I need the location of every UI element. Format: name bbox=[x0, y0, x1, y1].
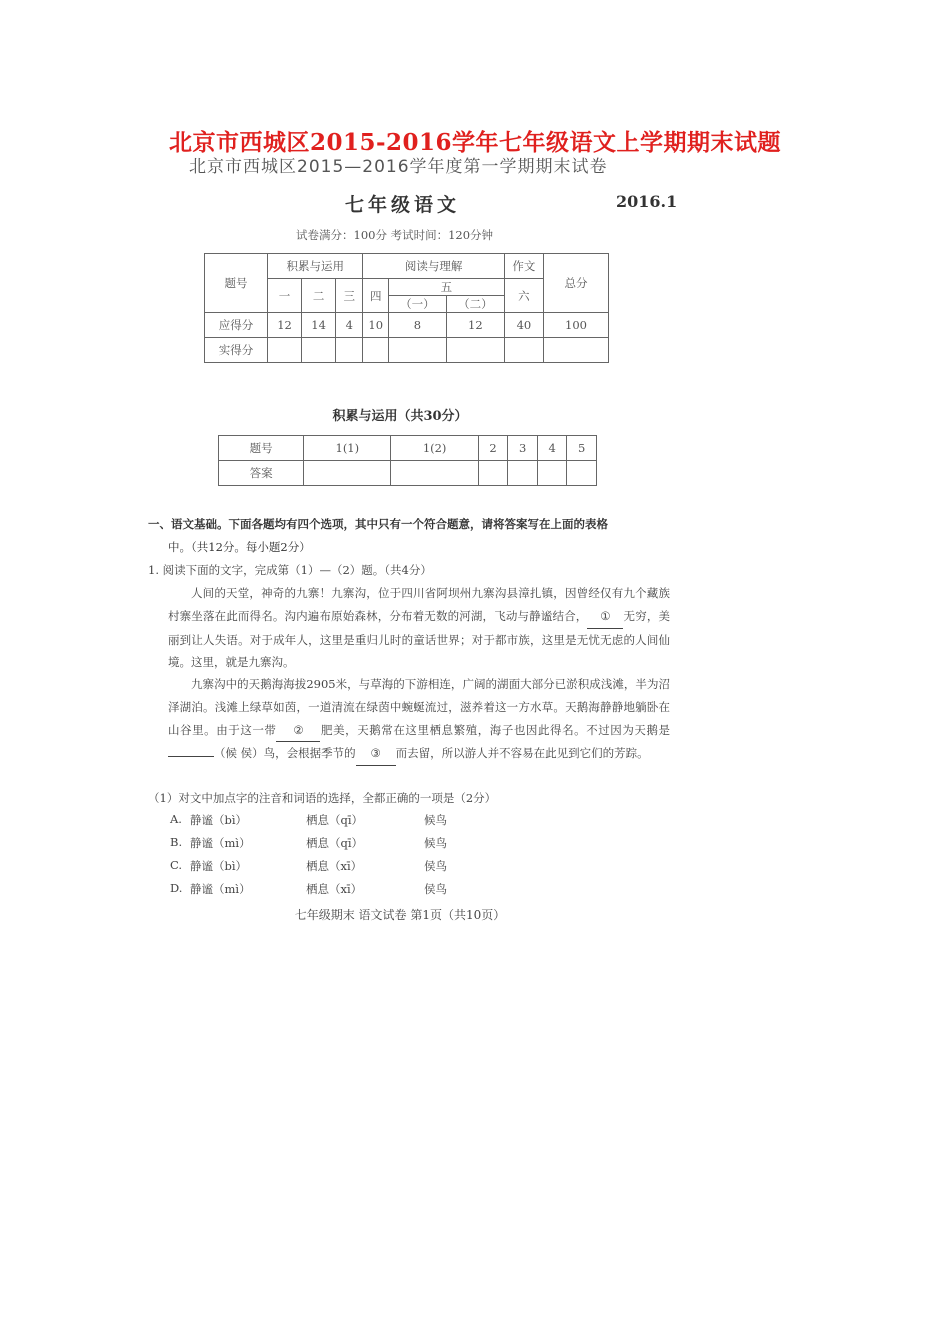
score-sub-1: 一 bbox=[268, 279, 302, 313]
score-empty-cell bbox=[268, 338, 302, 363]
passage2-text-a: 九寨沟中的天鹅海海拔2905米，与草海的下游相连，广阔的湖面大部分已淤积成浅滩，半为沼泽湖泊。浅滩上绿草如茵，一道清流在绿茵中蜿蜒流过，滋养着这一方水草。天鹅海静静地躺卧在山谷里。由于这一带 bbox=[168, 677, 670, 737]
option-d-word2: 栖息（xī） bbox=[306, 882, 363, 896]
score-table bbox=[204, 253, 609, 363]
option-a-word3: 候鸟 bbox=[424, 813, 447, 827]
score-cell: 14 bbox=[302, 313, 336, 338]
option-b-letter: B. bbox=[170, 835, 183, 849]
passage2-text-d: 而去留，所以游人并不容易在此见到它们的芳踪。 bbox=[395, 746, 649, 761]
answer-header: 4 bbox=[537, 436, 567, 461]
answer-header: 题号 bbox=[219, 436, 304, 461]
passage-paragraph-1 bbox=[168, 582, 670, 674]
answer-cell bbox=[478, 461, 508, 486]
answer-cell bbox=[391, 461, 478, 486]
passage1-text-b: 无穷，美丽到让人失语。对于成年人，这里是重归儿时的童话世界；对于都市族，这里是无忧无虑的人间仙境。这里，就是九寨沟。 bbox=[168, 608, 671, 670]
grade-date: 2016.1 bbox=[616, 192, 678, 211]
passage1-text-a: 人间的天堂，神奇的九寨！九寨沟，位于四川省阿坝州九寨沟县漳扎镇，因曾经仅有九个藏族村寨坐落在此而得名。沟内遍布原始森林，分布着无数的河湖，飞动与静谧结合， bbox=[168, 586, 670, 623]
exam-info: 试卷满分：100分 考试时间：120分钟 bbox=[296, 228, 494, 242]
score-group-yuedu: 阅读与理解 bbox=[363, 254, 504, 279]
score-cell: 12 bbox=[268, 313, 302, 338]
score-group-jilei: 积累与运用 bbox=[268, 254, 363, 279]
section-title: 积累与运用（共30分） bbox=[332, 409, 468, 424]
score-sub-4: 四 bbox=[363, 279, 389, 313]
answer-cell bbox=[537, 461, 567, 486]
score-sub-5-2: （二） bbox=[446, 296, 504, 313]
score-empty-cell bbox=[302, 338, 336, 363]
score-empty-cell bbox=[446, 338, 504, 363]
question-intro-cont: 中。（共12分。每小题2分） bbox=[168, 539, 311, 554]
score-empty-cell bbox=[388, 338, 446, 363]
passage2-text-c: 鸟，会根据季节的 bbox=[263, 746, 356, 761]
score-empty-cell bbox=[336, 338, 363, 363]
option-a-letter: A. bbox=[170, 812, 182, 826]
answer-header: 3 bbox=[508, 436, 538, 461]
score-empty-cell bbox=[363, 338, 389, 363]
answer-header: 1(1) bbox=[304, 436, 391, 461]
score-sub-2: 二 bbox=[302, 279, 336, 313]
score-sub-3: 三 bbox=[336, 279, 363, 313]
option-b-word2: 栖息（qī） bbox=[306, 836, 364, 850]
option-d-word3: 侯鸟 bbox=[424, 882, 447, 896]
answer-table bbox=[218, 435, 597, 486]
score-group-zongfen: 总分 bbox=[544, 254, 609, 313]
page-footer: 七年级期末 语文试卷 第1页（共10页） bbox=[294, 908, 506, 922]
answer-row-label: 答案 bbox=[219, 461, 304, 486]
score-group-zuowen: 作文 bbox=[504, 254, 543, 279]
option-d-word1: 静谧（mì） bbox=[190, 882, 251, 896]
option-b-word1: 静谧（mì） bbox=[190, 836, 251, 850]
score-sub-5: 五 bbox=[388, 279, 504, 296]
answer-header: 1(2) bbox=[391, 436, 478, 461]
answer-cell bbox=[567, 461, 597, 486]
question-1-prompt: 1. 阅读下面的文字，完成第（1）—（2）题。（共4分） bbox=[148, 563, 432, 577]
score-row-label: 应得分 bbox=[205, 313, 268, 338]
answer-header: 2 bbox=[478, 436, 508, 461]
option-d-letter: D. bbox=[170, 881, 183, 895]
option-c-word3: 侯鸟 bbox=[424, 859, 447, 873]
score-cell: 4 bbox=[336, 313, 363, 338]
passage2-text-b: 肥美，天鹅常在这里栖息繁殖，海子也因此得名。不过因为天鹅是 bbox=[320, 722, 671, 737]
score-sub-5-1: （一） bbox=[388, 296, 446, 313]
score-empty-cell bbox=[504, 338, 543, 363]
exam-subtitle: 北京市西城区2015—2016学年度第一学期期末试卷 bbox=[189, 157, 608, 177]
option-a-word1: 静谧（bì） bbox=[190, 813, 248, 827]
score-row-label: 实得分 bbox=[205, 338, 268, 363]
blank-hou bbox=[168, 756, 214, 757]
answer-cell bbox=[304, 461, 391, 486]
option-a-word2: 栖息（qī） bbox=[306, 813, 364, 827]
score-sub-6: 六 bbox=[504, 279, 543, 313]
blank-2: ② bbox=[276, 719, 320, 743]
passage2-hou-choice: （候 侯） bbox=[214, 746, 264, 761]
score-col-tihao: 题号 bbox=[205, 254, 268, 313]
question-1-1: （1）对文中加点字的注音和词语的选择，全都正确的一项是（2分） bbox=[148, 791, 497, 805]
score-cell: 8 bbox=[388, 313, 446, 338]
answer-cell bbox=[508, 461, 538, 486]
blank-3: ③ bbox=[356, 742, 396, 766]
option-c-word1: 静谧（bì） bbox=[190, 859, 248, 873]
score-cell: 12 bbox=[446, 313, 504, 338]
score-cell: 10 bbox=[363, 313, 389, 338]
option-c-word2: 栖息（xī） bbox=[306, 859, 363, 873]
score-cell: 100 bbox=[544, 313, 609, 338]
score-empty-cell bbox=[544, 338, 609, 363]
answer-header: 5 bbox=[567, 436, 597, 461]
question-intro-text: 一、语文基础。下面各题均有四个选项，其中只有一个符合题意，请将答案写在上面的表格 bbox=[148, 517, 608, 531]
blank-1: ① bbox=[587, 605, 623, 629]
option-c-letter: C. bbox=[170, 858, 183, 872]
question-intro bbox=[148, 513, 678, 559]
score-cell: 40 bbox=[504, 313, 543, 338]
passage-paragraph-2 bbox=[168, 673, 670, 766]
option-b-word3: 候鸟 bbox=[424, 836, 447, 850]
document-title: 北京市西城区2015-2016学年七年级语文上学期期末试题 bbox=[168, 129, 782, 156]
grade-title: 七年级语文 bbox=[345, 194, 461, 216]
